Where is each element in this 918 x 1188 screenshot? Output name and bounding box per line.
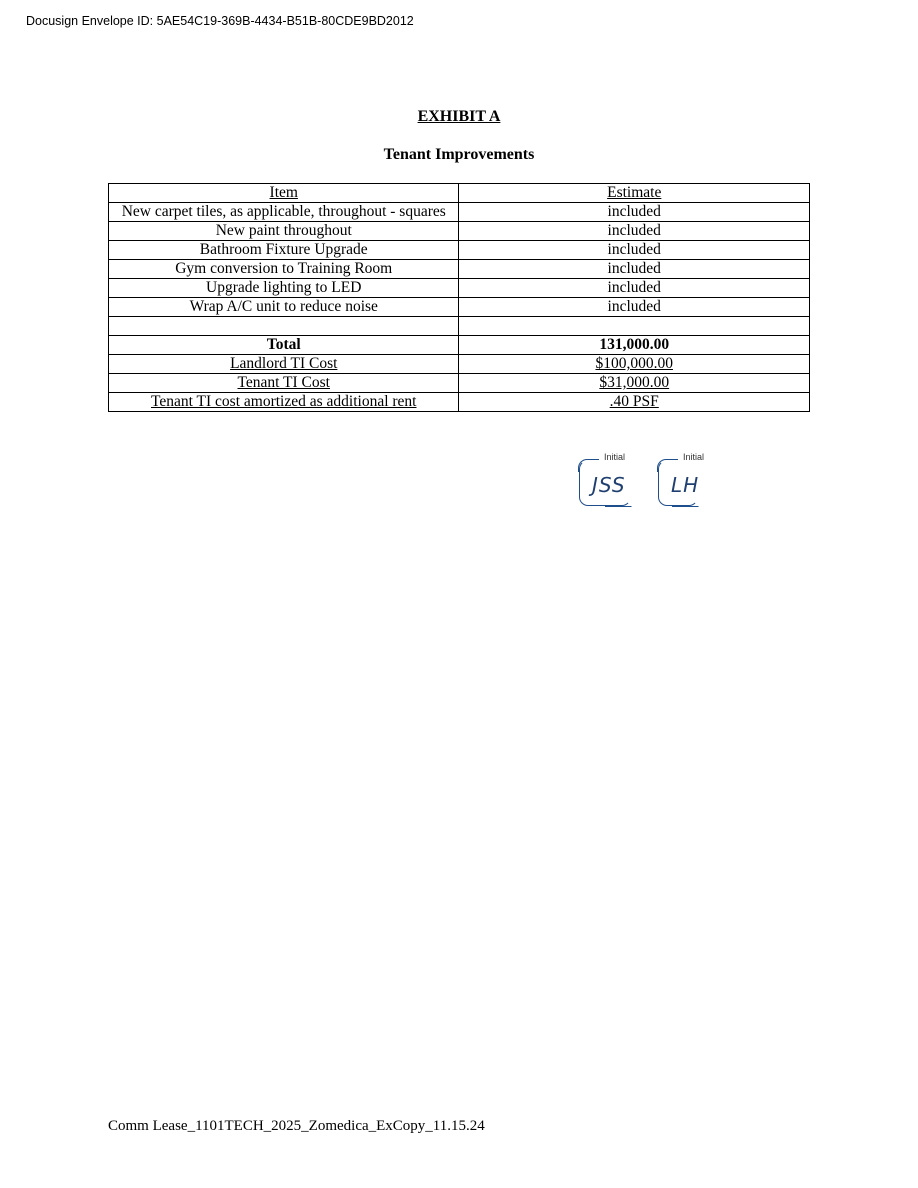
initial-box-tenant	[579, 452, 631, 506]
tenant-ti-row	[109, 374, 810, 393]
table-row	[109, 279, 810, 298]
estimate-cell: included	[459, 298, 810, 317]
landlord-ti-value: $100,000.00	[595, 355, 673, 372]
item-cell: Bathroom Fixture Upgrade	[109, 241, 459, 260]
amortized-row	[109, 393, 810, 412]
amortized-label-cell	[109, 393, 459, 412]
landlord-ti-label-cell	[109, 355, 459, 374]
exhibit-title: EXHIBIT A	[417, 108, 501, 125]
tenant-ti-value: $31,000.00	[599, 374, 670, 391]
table-row	[109, 241, 810, 260]
table-row	[109, 260, 810, 279]
tenant-ti-value-cell	[459, 374, 810, 393]
estimate-cell: included	[459, 222, 810, 241]
item-cell: Gym conversion to Training Room	[109, 260, 459, 279]
table-row	[109, 203, 810, 222]
total-label: Total	[109, 336, 459, 355]
total-row	[109, 336, 810, 355]
blank-row	[109, 317, 810, 336]
table-row	[109, 298, 810, 317]
landlord-ti-value-cell	[459, 355, 810, 374]
tenant-improvements-table	[108, 183, 810, 412]
column-header-item: Item	[109, 184, 459, 203]
total-value: 131,000.00	[459, 336, 810, 355]
item-cell: Wrap A/C unit to reduce noise	[109, 298, 459, 317]
estimate-cell: included	[459, 203, 810, 222]
item-cell: New paint throughout	[109, 222, 459, 241]
amortized-value: .40 PSF	[609, 393, 659, 410]
item-cell: Upgrade lighting to LED	[109, 279, 459, 298]
table-row	[109, 222, 810, 241]
estimate-cell: included	[459, 260, 810, 279]
initial-signature: LH	[671, 473, 700, 497]
landlord-ti-label: Landlord TI Cost	[230, 355, 338, 372]
estimate-cell: included	[459, 241, 810, 260]
landlord-ti-row	[109, 355, 810, 374]
footer-document-id: Comm Lease_1101TECH_2025_Zomedica_ExCopy_11.15.24	[108, 1118, 485, 1134]
amortized-label: Tenant TI cost amortized as additional rent	[151, 393, 417, 410]
amortized-value-cell	[459, 393, 810, 412]
estimate-cell: included	[459, 279, 810, 298]
blank-cell	[109, 317, 459, 336]
page-subtitle: Tenant Improvements	[383, 146, 535, 163]
envelope-id: Docusign Envelope ID: 5AE54C19-369B-4434-B51B-80CDE9BD2012	[26, 14, 414, 28]
initial-label: Initial	[683, 452, 705, 462]
initial-signature: JSS	[592, 473, 626, 497]
tenant-ti-label: Tenant TI Cost	[237, 374, 330, 391]
blank-cell	[459, 317, 810, 336]
initial-label: Initial	[604, 452, 626, 462]
tenant-ti-label-cell	[109, 374, 459, 393]
column-header-estimate: Estimate	[459, 184, 810, 203]
initial-box-landlord	[658, 452, 705, 506]
table-header-row	[109, 184, 810, 203]
item-cell: New carpet tiles, as applicable, throughout - squares	[109, 203, 459, 222]
